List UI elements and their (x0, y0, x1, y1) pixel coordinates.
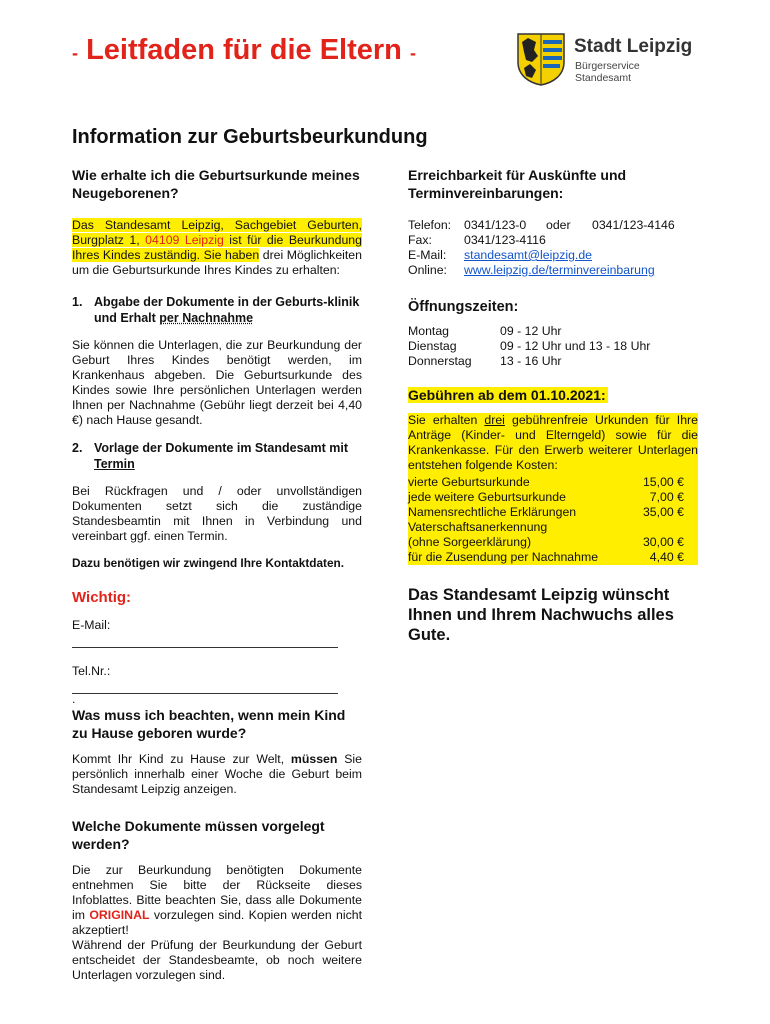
documents-text (72, 863, 362, 938)
logo-department (575, 60, 640, 84)
fee-item: Vaterschaftsanerkennung (408, 520, 548, 534)
online-link[interactable]: www.leipzig.de/terminvereinbarung (464, 263, 655, 277)
option-1-link: per Nachnahme (159, 311, 254, 325)
fees-intro-three: drei (484, 413, 505, 427)
logo-line-1: Bürgerservice (575, 60, 640, 72)
fees-box (408, 413, 698, 565)
page-title (72, 34, 416, 67)
option-2-title-text: Vorlage der Dokumente im Standesamt mit (94, 441, 348, 455)
home-birth-text-2: Sie persönlich innerhalb einer Woche die Geburt beim Standesamt Leipzig anzeigen. (72, 752, 362, 796)
fee-item: für die Zusendung per Nachnahme (408, 550, 599, 564)
option-1-number: 1. (72, 295, 83, 309)
fees-intro (408, 413, 698, 473)
logo-line-2: Standesamt (575, 72, 632, 84)
email-link[interactable]: standesamt@leipzig.de (464, 248, 593, 262)
option-2-link: Termin (94, 457, 135, 471)
intro-highlight-1: Das Standesamt Leipzig, Sachgebiet Geburten, Burgplatz 1, (72, 218, 362, 247)
option-1-heading (72, 294, 362, 326)
section-title: Information zur Geburtsbeurkundung (72, 126, 428, 148)
hours-time: 13 - 16 Uhr (500, 354, 562, 368)
option-2-text: Bei Rückfragen und / oder unvollständigen Dokumenten setzt sich die zuständige Standesbeamtin mit Ihnen in Verbindung und vereinbart ggf. einen Termin. (72, 484, 362, 543)
contact-row-online (408, 263, 675, 278)
hours-row (408, 354, 650, 369)
option-2-number: 2. (72, 441, 83, 455)
fee-row (408, 490, 684, 505)
contact-note: Dazu benötigen wir zwingend Ihre Kontaktdaten. (72, 556, 344, 570)
option-2-heading (72, 440, 362, 472)
contact-extra: oder (546, 218, 571, 232)
title-dash-left: - (72, 43, 78, 63)
hours-day: Donnerstag (408, 354, 472, 368)
hours-time: 09 - 12 Uhr (500, 324, 562, 338)
hours-day: Dienstag (408, 339, 457, 353)
stray-dot: . (72, 692, 76, 706)
phone-blank-line (72, 679, 338, 694)
fee-price: 35,00 € (642, 505, 684, 519)
title-dash-right: - (409, 43, 416, 63)
fee-row (408, 475, 684, 490)
fee-item: jede weitere Geburtsurkunde (408, 490, 566, 504)
option-1-title (94, 294, 362, 326)
intro-postcode: 04109 Leipzig (145, 233, 224, 247)
contact-value-2: 0341/123-4146 (592, 218, 675, 232)
hours-row (408, 339, 650, 354)
home-birth-must: müssen (290, 752, 338, 766)
hours-time: 09 - 12 Uhr und 13 - 18 Uhr (500, 339, 651, 353)
opening-hours-table (408, 324, 650, 369)
option-1-title-text: Abgabe der Dokumente in der Geburts-klinik und Erhalt (94, 295, 360, 325)
intro-paragraph (72, 218, 362, 278)
fee-row (408, 520, 684, 535)
fee-item: vierte Geburtsurkunde (408, 475, 530, 489)
documents-text-1: Die zur Beurkundung benötigten Dokumente entnehmen Sie bitte der Rückseite dieses Infoblattes. Bitte beachten Sie, dass alle Dokumente im (72, 863, 362, 922)
fee-row (408, 550, 684, 565)
contact-label: Telefon: (408, 218, 452, 232)
documents-text-2: vorzulegen sind. Kopien werden nicht akzeptiert! (72, 908, 362, 937)
question-certificate: Wie erhalte ich die Geburtsurkunde meines Neugeborenen? (72, 167, 360, 201)
reachability-title: Erreichbarkeit für Auskünfte und Terminvereinbarungen: (408, 167, 627, 201)
fee-row (408, 505, 684, 520)
fees-title: Gebühren ab dem 01.10.2021: (408, 387, 606, 403)
email-label: E-Mail: (72, 618, 111, 632)
fee-row (408, 535, 684, 550)
intro-rest: drei Möglichkeiten um die Geburtsurkunde Ihres Kindes zu erhalten: (72, 248, 362, 277)
contact-row-email (408, 248, 675, 263)
fee-price: 7,00 € (649, 490, 684, 504)
contact-table (408, 218, 675, 278)
email-blank-line (72, 633, 338, 648)
fees-intro-1: Sie erhalten (408, 413, 485, 427)
fee-price: 15,00 € (642, 475, 684, 489)
fee-price (635, 520, 684, 535)
important-label: Wichtig: (72, 589, 132, 606)
fees-table (408, 475, 684, 565)
leipzig-coat-of-arms-icon (516, 32, 566, 86)
documents-text-3: Während der Prüfung der Beurkundung der Geburt entscheidet der Standesbeamte, ob noch weitere Unterlagen vorzulegen sind. (72, 938, 362, 982)
contact-row-phone (408, 218, 675, 233)
contact-value: 0341/123-4116 (464, 233, 546, 247)
fees-heading-wrap (408, 387, 698, 405)
option-2-title (94, 440, 362, 472)
right-column (408, 166, 698, 645)
contact-row-fax (408, 233, 675, 248)
contact-label: E-Mail: (408, 248, 447, 262)
stadt-leipzig-logo (516, 32, 566, 91)
hours-row (408, 324, 650, 339)
question-home-birth: Was muss ich beachten, wenn mein Kind zu Hause geboren wurde? (72, 707, 346, 741)
contact-label: Online: (408, 263, 447, 277)
fee-item: (ohne Sorgeerklärung) (408, 535, 532, 549)
home-birth-text (72, 752, 362, 797)
fee-price: 4,40 € (649, 550, 684, 564)
fee-price: 30,00 € (642, 535, 684, 549)
title-text: Leitfaden für die Eltern (86, 34, 402, 66)
contact-value: 0341/123-0 (464, 218, 527, 232)
hours-day: Montag (408, 324, 450, 338)
closing-wish: Das Standesamt Leipzig wünscht Ihnen und Ihrem Nachwuchs alles Gute. (408, 586, 674, 644)
contact-label: Fax: (408, 233, 432, 247)
intro-highlight-2: ist für die Beurkundung Ihres Kindes zuständig. Sie haben (72, 233, 362, 262)
fees-intro-2: gebührenfreie Urkunden für Ihre Anträge (Kinder- und Elterngeld) sowie für die Krankenkasse. Für den Erwerb weiterer Unterlagen entstehen folgende Kosten: (408, 413, 698, 472)
option-1-text: Sie können die Unterlagen, die zur Beurkundung der Geburt Ihres Kindes benötigt werden, im Krankenhaus abgeben. Die Geburtsurkunde des Kindes sowie Ihre persönlichen Unterlagen werden Ihnen per Nachnahme (Gebühr liegt derzeit bei 4,40 €) nach Hause gesandt. (72, 338, 362, 427)
question-documents: Welche Dokumente müssen vorgelegt werden? (72, 818, 325, 852)
documents-original: ORIGINAL (89, 908, 150, 922)
phone-label: Tel.Nr.: (72, 664, 111, 678)
home-birth-text-1: Kommt Ihr Kind zu Hause zur Welt, (72, 752, 291, 766)
opening-hours-title: Öffnungszeiten: (408, 299, 519, 315)
fee-item: Namensrechtliche Erklärungen (408, 505, 577, 519)
left-column (72, 166, 362, 983)
logo-city-name: Stadt Leipzig (574, 36, 693, 57)
